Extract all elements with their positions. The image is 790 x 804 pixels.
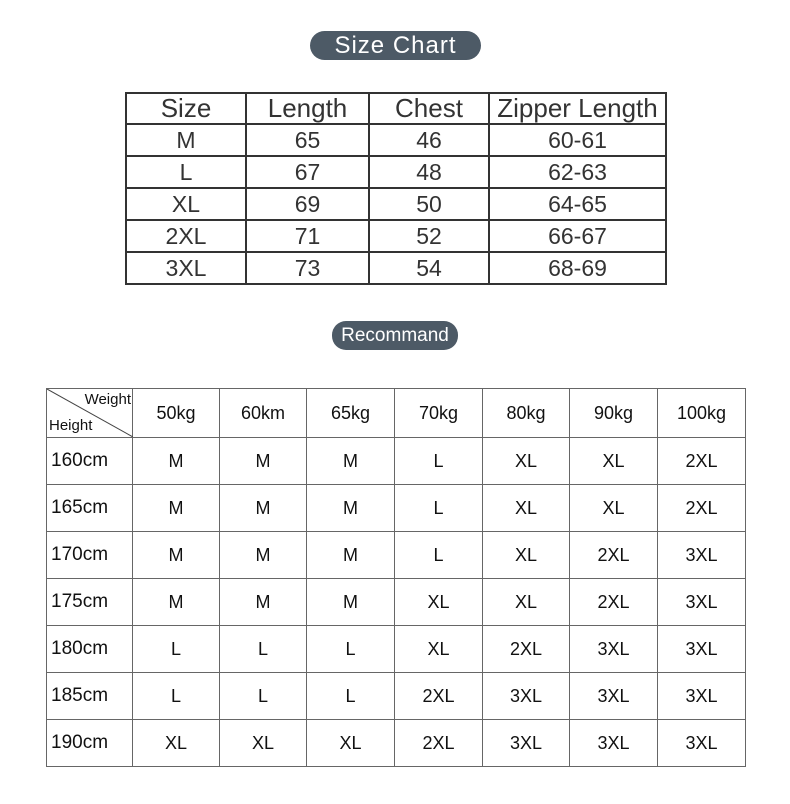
size-cell: 3XL	[483, 673, 570, 720]
height-cell: 185cm	[47, 673, 133, 720]
size-cell: M	[220, 579, 307, 626]
size-cell: XL	[220, 720, 307, 767]
header-size: Size	[126, 93, 246, 124]
weight-header: 70kg	[395, 389, 483, 438]
length-cell: 65	[246, 124, 369, 156]
zipper-length-cell: 68-69	[489, 252, 666, 284]
size-cell: 3XL	[483, 720, 570, 767]
header-chest: Chest	[369, 93, 489, 124]
size-cell: 2XL	[395, 720, 483, 767]
zipper-length-cell: 62-63	[489, 156, 666, 188]
chest-cell: 54	[369, 252, 489, 284]
corner-height-label: Height	[49, 417, 93, 434]
size-cell: XL	[483, 532, 570, 579]
chest-cell: 46	[369, 124, 489, 156]
table-row	[126, 252, 666, 284]
size-cell: L	[133, 626, 220, 673]
size-cell: 2XL	[483, 626, 570, 673]
size-table-header-row	[126, 93, 666, 124]
table-row	[47, 626, 746, 673]
size-cell: XL	[570, 485, 658, 532]
size-cell: 3XL	[658, 532, 746, 579]
size-cell: M	[133, 438, 220, 485]
size-cell: XL	[126, 188, 246, 220]
size-cell: M	[133, 532, 220, 579]
weight-header: 100kg	[658, 389, 746, 438]
size-chart-title: Size Chart	[310, 31, 481, 60]
size-cell: 3XL	[570, 626, 658, 673]
table-row	[47, 532, 746, 579]
size-cell: 3XL	[126, 252, 246, 284]
size-cell: XL	[483, 579, 570, 626]
corner-weight-label: Weight	[84, 391, 131, 408]
chest-cell: 50	[369, 188, 489, 220]
size-cell: 3XL	[658, 626, 746, 673]
size-cell: L	[395, 485, 483, 532]
size-cell: XL	[395, 626, 483, 673]
table-row	[126, 188, 666, 220]
size-cell: L	[126, 156, 246, 188]
size-cell: M	[126, 124, 246, 156]
weight-header: 50kg	[133, 389, 220, 438]
table-row	[126, 124, 666, 156]
size-cell: L	[307, 626, 395, 673]
size-cell: M	[133, 579, 220, 626]
size-cell: 3XL	[570, 720, 658, 767]
zipper-length-cell: 60-61	[489, 124, 666, 156]
size-cell: M	[307, 438, 395, 485]
size-cell: XL	[483, 438, 570, 485]
size-cell: XL	[133, 720, 220, 767]
table-row	[47, 673, 746, 720]
size-cell: XL	[483, 485, 570, 532]
size-cell: L	[220, 673, 307, 720]
size-cell: M	[307, 485, 395, 532]
size-cell: 2XL	[395, 673, 483, 720]
size-chart-table	[125, 92, 667, 285]
height-cell: 190cm	[47, 720, 133, 767]
height-cell: 180cm	[47, 626, 133, 673]
size-cell: 2XL	[570, 532, 658, 579]
weight-header: 90kg	[570, 389, 658, 438]
weight-header: 65kg	[307, 389, 395, 438]
length-cell: 71	[246, 220, 369, 252]
header-length: Length	[246, 93, 369, 124]
size-cell: XL	[570, 438, 658, 485]
length-cell: 67	[246, 156, 369, 188]
chest-cell: 48	[369, 156, 489, 188]
length-cell: 69	[246, 188, 369, 220]
zipper-length-cell: 66-67	[489, 220, 666, 252]
size-cell: 2XL	[658, 438, 746, 485]
size-cell: 2XL	[126, 220, 246, 252]
table-row	[47, 579, 746, 626]
size-cell: M	[133, 485, 220, 532]
size-cell: L	[220, 626, 307, 673]
size-cell: M	[307, 532, 395, 579]
size-cell: L	[395, 532, 483, 579]
height-cell: 165cm	[47, 485, 133, 532]
recommend-table	[46, 388, 746, 767]
height-cell: 160cm	[47, 438, 133, 485]
recommend-label: Recommand	[332, 321, 458, 350]
size-cell: 3XL	[658, 720, 746, 767]
size-cell: L	[307, 673, 395, 720]
size-cell: 3XL	[658, 673, 746, 720]
size-cell: M	[307, 579, 395, 626]
size-cell: XL	[395, 579, 483, 626]
size-cell: M	[220, 485, 307, 532]
recommend-header-row	[47, 389, 746, 438]
size-cell: M	[220, 532, 307, 579]
table-row	[47, 438, 746, 485]
size-cell: L	[133, 673, 220, 720]
weight-header: 60km	[220, 389, 307, 438]
height-cell: 170cm	[47, 532, 133, 579]
size-cell: 2XL	[570, 579, 658, 626]
height-cell: 175cm	[47, 579, 133, 626]
size-cell: 3XL	[658, 579, 746, 626]
table-row	[47, 720, 746, 767]
size-cell: M	[220, 438, 307, 485]
table-row	[47, 485, 746, 532]
table-row	[126, 220, 666, 252]
length-cell: 73	[246, 252, 369, 284]
corner-cell	[47, 389, 133, 438]
size-cell: 2XL	[658, 485, 746, 532]
size-cell: XL	[307, 720, 395, 767]
weight-header: 80kg	[483, 389, 570, 438]
size-cell: 3XL	[570, 673, 658, 720]
header-zipper-length: Zipper Length	[489, 93, 666, 124]
size-cell: L	[395, 438, 483, 485]
chest-cell: 52	[369, 220, 489, 252]
zipper-length-cell: 64-65	[489, 188, 666, 220]
table-row	[126, 156, 666, 188]
